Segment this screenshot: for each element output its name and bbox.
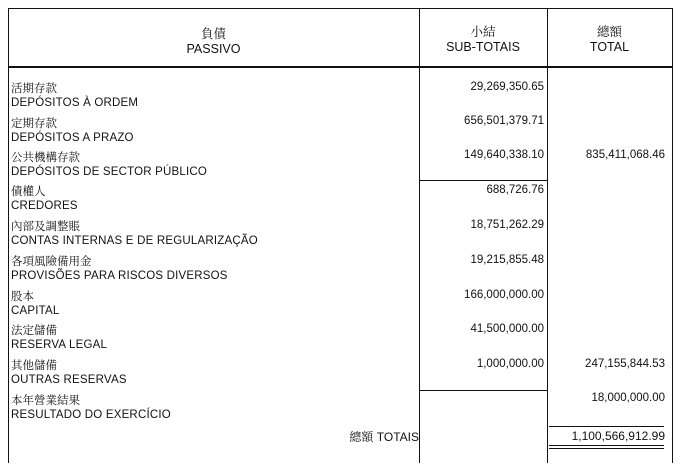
row-label-provisoes [11,255,228,283]
subtotal-value: 29,269,350.65 [470,81,544,93]
subtotal-value: 41,500,000.00 [470,323,544,335]
row-label-pt: RESULTADO DO EXERCÍCIO [11,409,171,421]
row-label-depositos-prazo [11,117,134,145]
grand-total-value: 1,100,566,912.99 [571,429,665,443]
header-subtotais-pt: SUB-TOTAIS [446,40,520,54]
row-label-pt: CREDORES [11,200,78,212]
row-label-zh: 股本 [11,291,34,303]
row-label-pt: DEPÓSITOS A PRAZO [11,132,134,144]
total-underline-2 [549,448,664,449]
subtotal-column-divider [419,8,420,463]
header-passivo-zh: 負債 [200,27,226,41]
subtotal-separator-reserves [419,390,548,391]
row-label-zh: 內部及調整賬 [11,221,80,233]
row-label-zh: 公共機構存款 [11,152,80,164]
subtotal-value: 166,000,000.00 [464,289,544,301]
row-label-zh: 本年營業結果 [11,395,80,407]
row-label-depositos-sector-publico [11,151,207,179]
subtotal-value: 18,751,262.29 [470,219,544,231]
table-left-border [8,8,9,463]
row-label-pt: PROVISÕES PARA RISCOS DIVERSOS [11,270,228,282]
subtotal-value: 656,501,379.71 [464,115,544,127]
row-label-zh: 定期存款 [11,118,57,130]
row-label-pt: CONTAS INTERNAS E DE REGULARIZAÇÃO [11,235,258,247]
totals-label: 總額 TOTAIS [349,430,419,444]
row-label-pt: DEPÓSITOS DE SECTOR PÚBLICO [11,166,208,178]
header-passivo-pt: PASSIVO [186,42,241,56]
header-passivo [8,27,419,57]
row-label-reserva-legal [11,324,107,352]
subtotal-value: 149,640,338.10 [464,149,544,161]
row-label-zh: 各項風險備用金 [11,256,92,268]
header-subtotais-zh: 小結 [470,25,496,39]
row-label-depositos-ordem [11,82,138,110]
subtotal-separator-deposits [419,180,548,181]
total-value: 247,155,844.53 [585,358,665,370]
subtotal-value: 19,215,855.48 [470,254,544,266]
row-label-capital [11,290,59,318]
header-bottom-border [8,66,673,68]
total-column-divider [547,8,548,463]
header-total-zh: 總額 [596,25,622,39]
row-label-credores [11,185,78,213]
total-value: 18,000,000.00 [591,392,665,404]
header-subtotais [419,25,547,55]
row-label-resultado-exercicio [11,394,171,422]
row-label-pt: OUTRAS RESERVAS [11,374,127,386]
total-value: 835,411,068.46 [585,149,665,161]
total-underline-1 [549,445,664,446]
row-label-pt: DEPÓSITOS À ORDEM [11,97,139,109]
row-label-zh: 債權人 [11,186,46,198]
row-label-contas-internas [11,220,258,248]
row-label-zh: 活期存款 [11,83,57,95]
row-label-zh: 其他儲備 [11,360,57,372]
balance-sheet-liabilities-table [8,8,673,463]
row-label-pt: CAPITAL [11,305,60,317]
total-underline-top [549,426,664,427]
table-right-border [672,8,673,463]
header-total [547,25,672,55]
row-label-pt: RESERVA LEGAL [11,339,108,351]
header-total-pt: TOTAL [589,40,630,54]
table-top-border [8,8,673,9]
subtotal-value: 1,000,000.00 [476,358,544,370]
subtotal-value: 688,726.76 [486,184,544,196]
row-label-outras-reservas [11,359,127,387]
row-label-zh: 法定儲備 [11,325,57,337]
